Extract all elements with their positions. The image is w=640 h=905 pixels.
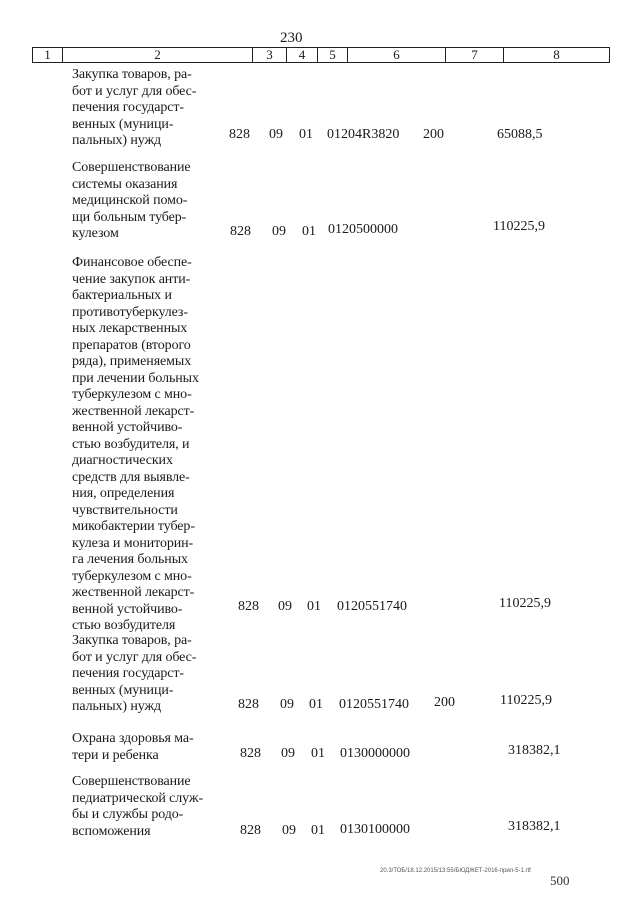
- cell-section: 09: [280, 697, 294, 712]
- cell-target-article: 0120551740: [339, 697, 409, 712]
- description-line: пальных) нужд: [72, 699, 162, 714]
- description-line: жественной лекарст-: [72, 403, 195, 419]
- description-line: противотуберкулез-: [72, 304, 188, 320]
- description-line: печения госудаpст-: [72, 100, 184, 115]
- description-line: га лечения больных: [72, 552, 188, 567]
- cell-amount: 110225,9: [499, 596, 551, 611]
- description-line: средств для выявле-: [72, 469, 190, 485]
- description-line: вспоможения: [72, 823, 151, 839]
- cell-admin-code: 828: [238, 599, 259, 614]
- column-header-5: 5: [318, 48, 348, 62]
- cell-target-article: 01204R3820: [327, 127, 400, 142]
- description-line: Закупка товаров, ра-: [72, 633, 192, 648]
- description-line: ных лекарственных: [72, 321, 188, 336]
- description-line: чение закупок анти-: [72, 271, 191, 287]
- cell-subsection: 01: [299, 127, 313, 142]
- cell-section: 09: [282, 823, 296, 838]
- cell-expense-type: 200: [423, 127, 444, 142]
- description-line: пальных) нужд: [72, 133, 162, 148]
- description-line: медицинской помо-: [72, 193, 188, 208]
- cell-section: 09: [281, 746, 295, 761]
- description-line: микобактерии тубер-: [72, 519, 195, 534]
- column-header-4: 4: [287, 48, 318, 62]
- description-line: Охрана здоровья ма-: [72, 731, 194, 746]
- description-line: венных (муници-: [72, 682, 174, 698]
- table-row-description: [72, 255, 224, 635]
- column-header-row: [32, 47, 610, 63]
- cell-target-article: 0120551740: [337, 599, 407, 614]
- description-line: бот и услуг для обес-: [72, 649, 197, 665]
- column-header-8: 8: [553, 47, 560, 62]
- description-line: Финансовое обеспе-: [72, 255, 192, 270]
- cell-amount: 318382,1: [508, 743, 561, 758]
- cell-admin-code: 828: [240, 823, 261, 838]
- cell-target-article: 0130000000: [340, 746, 410, 761]
- footer-page-number: 500: [550, 873, 570, 888]
- column-header-3: 3: [253, 48, 287, 62]
- description-line: Совершенствование: [72, 774, 191, 789]
- cell-admin-code: 828: [230, 224, 251, 239]
- description-line: щи больным тубер-: [72, 209, 187, 225]
- description-line: жественной лекарст-: [72, 585, 195, 600]
- cell-amount: 110225,9: [493, 219, 545, 234]
- cell-section: 09: [278, 599, 292, 614]
- description-line: Совершенствование: [72, 160, 191, 175]
- table-row-description: [72, 160, 224, 243]
- cell-target-article: 0120500000: [328, 222, 398, 237]
- description-line: туберкулезом с мно-: [72, 568, 192, 584]
- cell-section: 09: [269, 127, 283, 142]
- description-line: ряда), применяемых: [72, 354, 192, 369]
- column-header-6: 6: [348, 48, 446, 62]
- cell-amount: 318382,1: [508, 819, 561, 834]
- description-line: кулезом: [72, 226, 119, 241]
- cell-amount: 110225,9: [500, 693, 552, 708]
- cell-subsection: 01: [309, 697, 323, 712]
- description-line: венных (муници-: [72, 116, 174, 132]
- description-line: диагностических: [72, 453, 173, 468]
- description-line: бы и службы родо-: [72, 807, 184, 822]
- column-header-2: 2: [63, 48, 253, 62]
- description-line: тери и ребенка: [72, 747, 159, 763]
- table-row-description: [72, 774, 224, 840]
- description-line: бот и услуг для обес-: [72, 83, 197, 99]
- description-line: стью возбудителя: [72, 618, 176, 633]
- table-row-description: [72, 67, 224, 150]
- cell-target-article: 0130100000: [340, 822, 410, 837]
- cell-admin-code: 828: [229, 127, 250, 142]
- description-line: при лечении больных: [72, 370, 199, 386]
- column-header-7: 7: [446, 48, 504, 62]
- cell-subsection: 01: [302, 224, 316, 239]
- description-line: кулеза и мониторин-: [72, 535, 194, 551]
- table-row-description: [72, 633, 224, 716]
- description-line: системы оказания: [72, 176, 178, 192]
- cell-admin-code: 828: [240, 746, 261, 761]
- description-line: венной устойчиво-: [72, 601, 183, 617]
- description-line: печения госудаpст-: [72, 666, 184, 681]
- cell-subsection: 01: [311, 746, 325, 761]
- description-line: туберкулезом с мно-: [72, 387, 192, 402]
- cell-admin-code: 828: [238, 697, 259, 712]
- description-line: препаратов (второго: [72, 337, 191, 353]
- description-line: бактериальных и: [72, 288, 172, 303]
- cell-amount: 65088,5: [497, 127, 543, 142]
- description-line: Закупка товаров, ра-: [72, 67, 192, 82]
- description-line: стью возбудителя, и: [72, 436, 190, 452]
- page-number-top: 230: [280, 30, 303, 46]
- cell-section: 09: [272, 224, 286, 239]
- description-line: чувствительности: [72, 502, 178, 518]
- cell-expense-type: 200: [434, 695, 455, 710]
- footer-file-stamp: 20.3/ТОБ/18.12.2015/13:55/БЮДЖЕТ-2016-прил-5-1.rtf: [380, 868, 531, 874]
- table-row-description: [72, 731, 224, 764]
- description-line: венной устойчиво-: [72, 420, 183, 435]
- cell-subsection: 01: [307, 599, 321, 614]
- description-line: ния, определения: [72, 486, 175, 501]
- cell-subsection: 01: [311, 823, 325, 838]
- column-header-1: 1: [33, 48, 63, 62]
- description-line: педиатрической служ-: [72, 790, 204, 806]
